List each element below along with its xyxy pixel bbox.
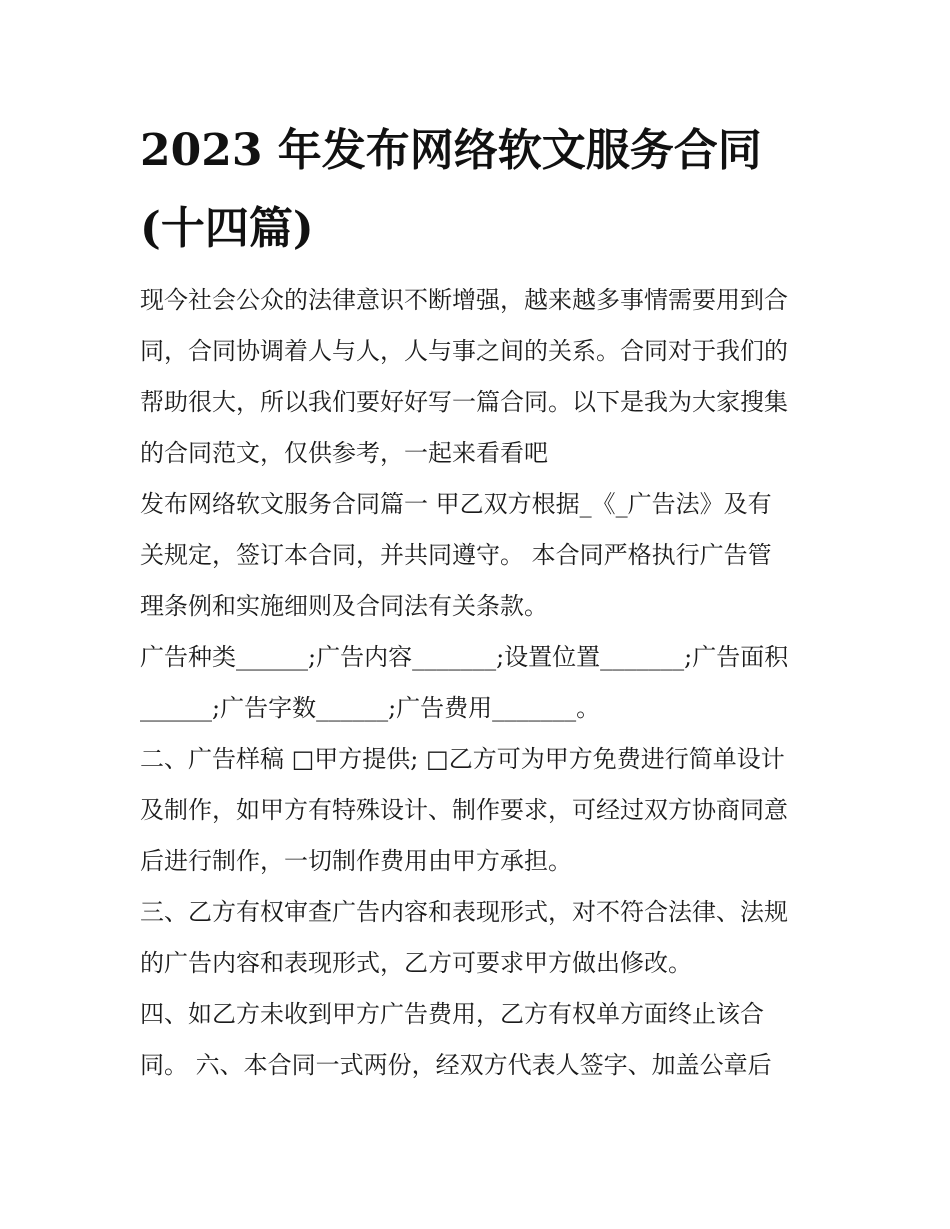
text-line: 理条例和实施细则及合同法有关条款。 [140, 592, 548, 620]
text-line: 四、如乙方未收到甲方广告费用，乙方有权单方面终止该合 [140, 1000, 764, 1028]
text-line: 发布网络软文服务合同篇一 甲乙双方根据_《_广告法》及有 [140, 490, 772, 518]
text-line: 二、广告样稿 □甲方提供; □乙方可为甲方免费进行简单设计 [140, 745, 785, 773]
document-body [140, 275, 830, 1091]
text-line: 同。 六、本合同一式两份，经双方代表人签字、加盖公章后 [140, 1051, 772, 1079]
text-line: 及制作，如甲方有特殊设计、制作要求，可经过双方协商同意 [140, 796, 788, 824]
paragraph-clause-four [140, 989, 830, 1091]
text-line: 现今社会公众的法律意识不断增强，越来越多事情需要用到合 [140, 286, 788, 314]
text-line: 的合同范文，仅供参考，一起来看看吧 [140, 439, 548, 467]
paragraph-intro [140, 275, 830, 479]
text-line: 帮助很大，所以我们要好好写一篇合同。以下是我为大家搜集 [140, 388, 788, 416]
paragraph-clause-two [140, 734, 830, 887]
text-line: 广告种类______;广告内容_______;设置位置_______;广告面积 [140, 643, 789, 671]
text-line: 的广告内容和表现形式，乙方可要求甲方做出修改。 [140, 949, 692, 977]
text-line: 关规定，签订本合同，并共同遵守。 本合同严格执行广告管 [140, 541, 772, 569]
title-line: (十四篇) [140, 203, 314, 254]
paragraph-contract-one [140, 479, 830, 632]
text-line: ______;广告字数______;广告费用_______。 [140, 694, 601, 722]
text-line: 后进行制作，一切制作费用由甲方承担。 [140, 847, 572, 875]
paragraph-clause-three [140, 887, 830, 989]
title-line: 2023 年发布网络软文服务合同 [140, 125, 762, 176]
paragraph-ad-fields [140, 632, 830, 734]
text-line: 同，合同协调着人与人，人与事之间的关系。合同对于我们的 [140, 337, 788, 365]
document-title [140, 112, 830, 268]
text-line: 三、乙方有权审查广告内容和表现形式，对不符合法律、法规 [140, 898, 788, 926]
